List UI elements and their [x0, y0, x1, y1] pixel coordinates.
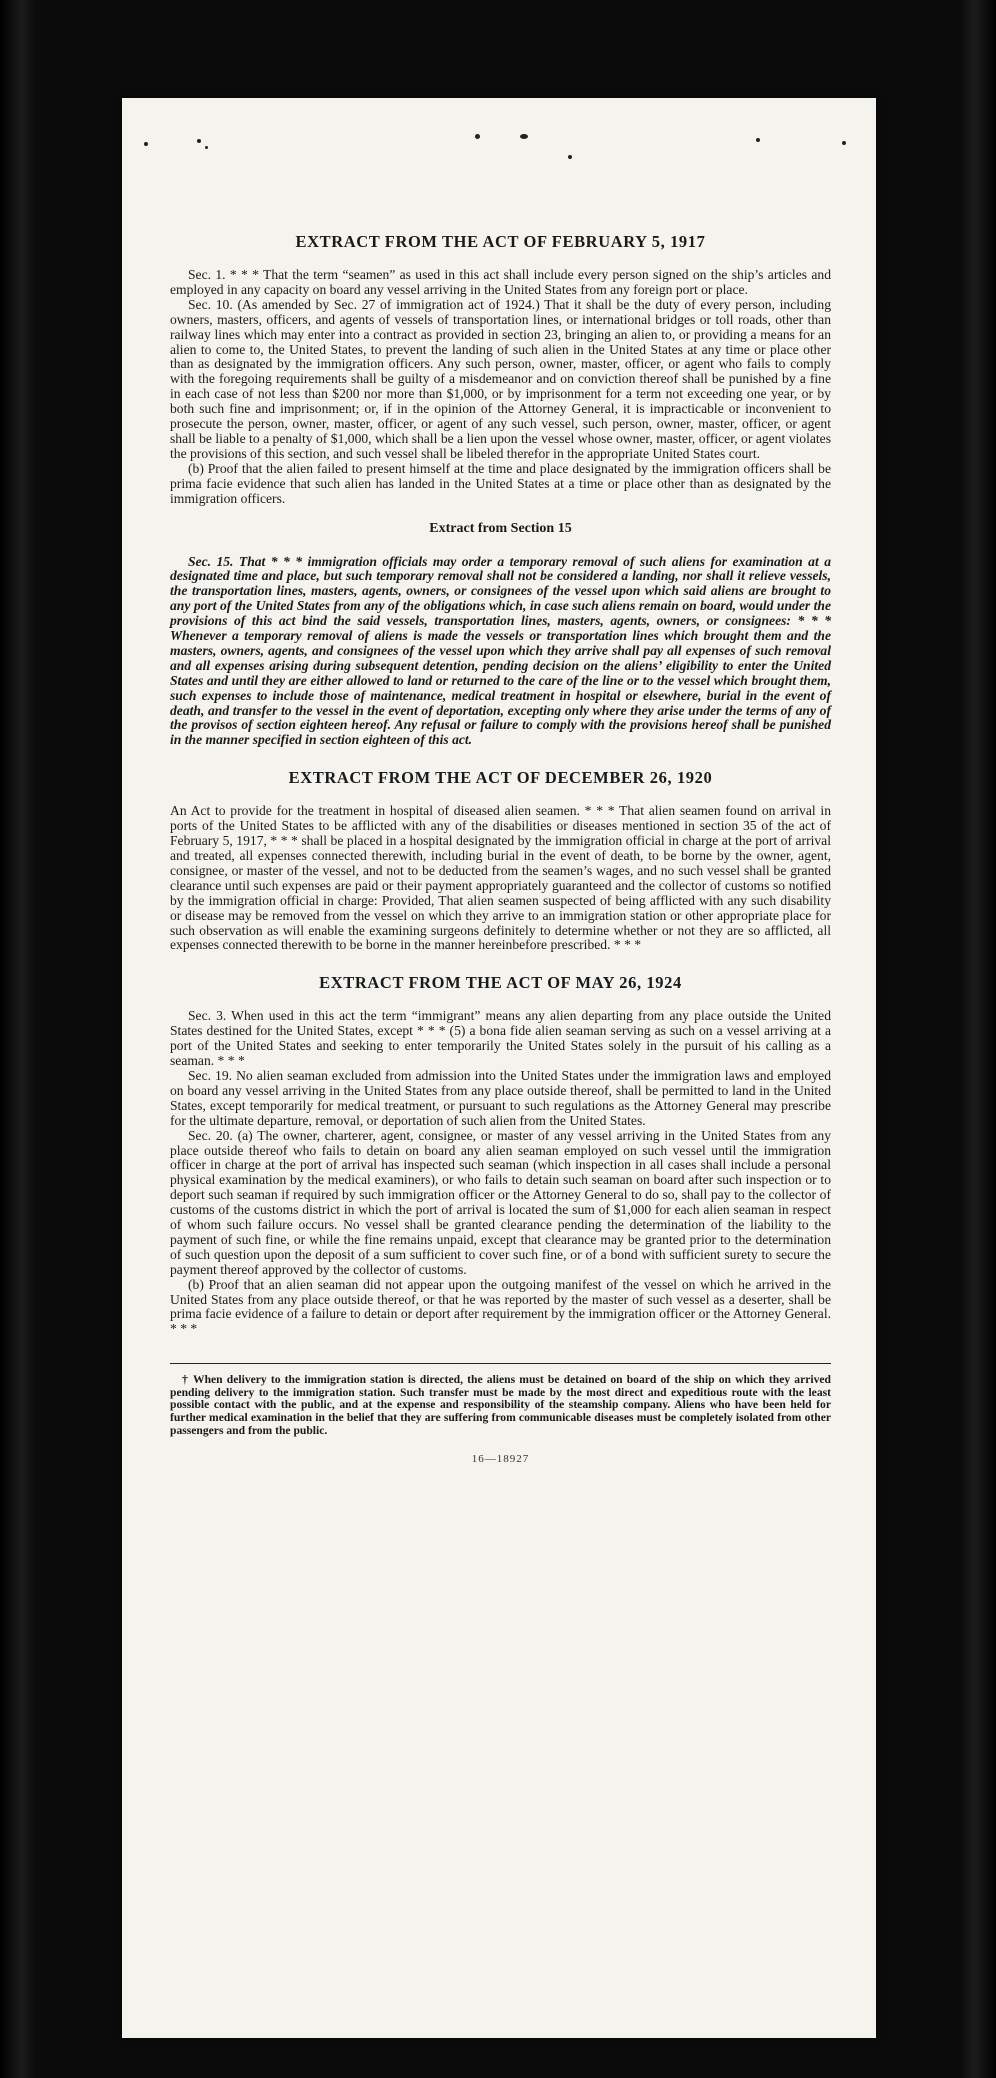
document-page [122, 98, 876, 2038]
heading-act-1924: EXTRACT FROM THE ACT OF MAY 26, 1924 [319, 973, 682, 993]
speck [568, 155, 572, 159]
scan-specks [122, 98, 876, 178]
film-edge-left [0, 0, 36, 2078]
spacer [170, 953, 831, 973]
heading-act-1917: EXTRACT FROM THE ACT OF FEBRUARY 5, 1917 [295, 232, 706, 251]
paragraph-sec-1: Sec. 1. * * * That the term “seamen” as used in this act shall include every person signed on the ship’s articles and employed in any capacity on board any vessel arriving in the United States from any foreign port or place. [170, 267, 831, 297]
page-code: 16—18927 [471, 1453, 530, 1466]
film-edge-right [960, 0, 996, 2078]
document-body [170, 232, 831, 1465]
paragraph-sec-19: Sec. 19. No alien seaman excluded from admission into the United States under the immigration laws and employed on board any vessel arriving in the United States from any place outside thereof, shall be permitted to land in the United States, except temporarily for medical treatment, or pursuant to such regulations as the Attorney General may prescribe for the ultimate departure, removal, or deportation of such alien from the United States. [170, 1067, 831, 1128]
footnote-divider [170, 1363, 831, 1364]
paragraph-sec-20-b: (b) Proof that an alien seaman did not appear upon the outgoing manifest of the vessel on which he arrived in the United States from any place outside thereof, or that he was reported by the master of such vessel as a deserter, shall be prima facie evidence of a failure to detain or deport after requirement by the immigration officer or the Attorney General. * * * [170, 1276, 831, 1337]
speck [205, 146, 208, 149]
paragraph-act-1920: An Act to provide for the treatment in hospital of diseased alien seamen. * * * That alien seamen found on arrival in ports of the United States to be afflicted with any of the disabilities or diseases mentioned in section 35 of the act of February 5, 1917, * * * shall be placed in a hospital designated by the immigration official in charge at the port of arrival and treated, all expenses connected therewith, including burial in the event of death, to be borne by the owner, agent, consignee, or master of the vessel, and not to be deducted from the seamen’s wages, and no such vessel shall be granted clearance until such expenses are paid or their payment appropriately guaranteed and the collector of customs so notified by the immigration official in charge: Provided, That alien seamen suspected of being afflicted with any such disability or disease may be removed from the vessel on which they arrive to an immigration station or other appropriate place for such observation as will enable the examining surgeons definitely to determine whether or not they are so afflicted, all expenses connected therewith to be borne in the manner hereinbefore prescribed. * * * [170, 803, 831, 953]
speck [842, 141, 846, 145]
heading-act-1920: EXTRACT FROM THE ACT OF DECEMBER 26, 1920 [288, 768, 713, 788]
speck [197, 139, 201, 143]
speck [144, 142, 148, 146]
paragraph-sec-20-a: Sec. 20. (a) The owner, charterer, agent, consignee, or master of any vessel arriving in the United States from any place outside thereof who fails to detain on board any alien seaman employed on such vessel until the immigration officer in charge at the port of arrival has inspected such seaman (which inspection in all cases shall include a personal physical examination by the medical examiners), or who fails to detain such seaman on board after such inspection or to deport such seaman if required by such immigration officer or the Attorney General to do so, shall pay to the collector of customs of the customs district in which the port of arrival is located the sum of $1,000 for each alien seaman in respect of whom such failure occurs. No vessel shall be granted clearance pending the determination of the liability to the payment of such fine, or while the fine remains unpaid, except that clearance may be granted prior to the determination of such question upon the deposit of a sum sufficient to cover such fine, or of a bond with sufficient surety to secure the payment thereof approved by the collector of customs. [170, 1127, 831, 1277]
footnote: † When delivery to the immigration station is directed, the aliens must be detained on board of the ship on which they arrived pending delivery to the immigration station. Such transfer must be made by the most direct and expeditious route with the least possible contact with the public, and at the expense and responsibility of the steamship company. Aliens who have been held for further medical examination in the belief that they are suffering from communicable diseases must be completely isolated from other passengers and from the public. [170, 1373, 831, 1437]
paragraph-sec-10-b: (b) Proof that the alien failed to present himself at the time and place designated by the immigration officers shall be prima facie evidence that such alien has landed in the United States at a time or place other than as designated by the immigration officers. [170, 460, 831, 506]
spacer [170, 748, 831, 768]
paragraph-sec-15: Sec. 15. That * * * immigration officials may order a temporary removal of such aliens for examination at a designated time and place, but such temporary removal shall not be considered a landing, nor shall it relieve vessels, the transportation lines, masters, agents, owners, or consignees of the vessel upon which said aliens are brought to any port of the United States from any of the obligations which, in case such aliens remain on board, would under the provisions of this act bind the said vessels, transportation lines, masters, agents, owners, or consignees: * * * Whenever a temporary removal of aliens is made the vessels or transportation lines which brought them and the masters, owners, agents, and consignees of the vessel upon which they arrive shall pay all expenses of such removal and all expenses arising during subsequent detention, pending decision on the aliens’ eligibility to enter the United States and until they are either allowed to land or returned to the care of the line or to the vessel which brought them, such expenses to include those of maintenance, medical treatment in hospital or elsewhere, burial in the event of death, and transfer to the vessel in the event of deportation, excepting only where they arise under the terms of any of the provisos of section eighteen hereof. Any refusal or failure to comply with the provisions hereof shall be punished in the manner specified in section eighteen of this act. [170, 553, 831, 748]
speck [520, 134, 528, 139]
paragraph-sec-10: Sec. 10. (As amended by Sec. 27 of immigration act of 1924.) That it shall be the duty of every person, including owners, masters, officers, and agents of vessels of transportation lines, or international bridges or toll roads, other than railway lines which may enter into a contract as provided in section 23, bringing an alien to, or providing a means for an alien to come to, the United States, to prevent the landing of such alien in the United States at any time or place other than as designated by the immigration officers. Any such person, owner, master, officer, or agent who fails to comply with the foregoing requirements shall be guilty of a misdemeanor and on conviction thereof shall be punished by a fine in each case of not less than $200 nor more than $1,000, or by imprisonment for a term not exceeding one year, or by both such fine and imprisonment; or, if in the opinion of the Attorney General, it is impracticable or inconvenient to prosecute the person, owner, master, officer, or agent of any such vessel, such person, owner, master, officer, or agent shall be liable to a penalty of $1,000, which shall be a lien upon the vessel whose owner, master, officer, or agent violates the provisions of this section, and such vessel shall be libeled therefor in the appropriate United States court. [170, 296, 831, 461]
paragraph-sec-3: Sec. 3. When used in this act the term “immigrant” means any alien departing from any place outside the United States destined for the United States, except * * * (5) a bona fide alien seaman serving as such on a vessel arriving at a port of the United States and seeking to enter temporarily the United States solely in the pursuit of his calling as a seaman. * * * [170, 1008, 831, 1069]
heading-section-15: Extract from Section 15 [429, 520, 572, 536]
speck [475, 134, 480, 139]
speck [756, 138, 760, 142]
